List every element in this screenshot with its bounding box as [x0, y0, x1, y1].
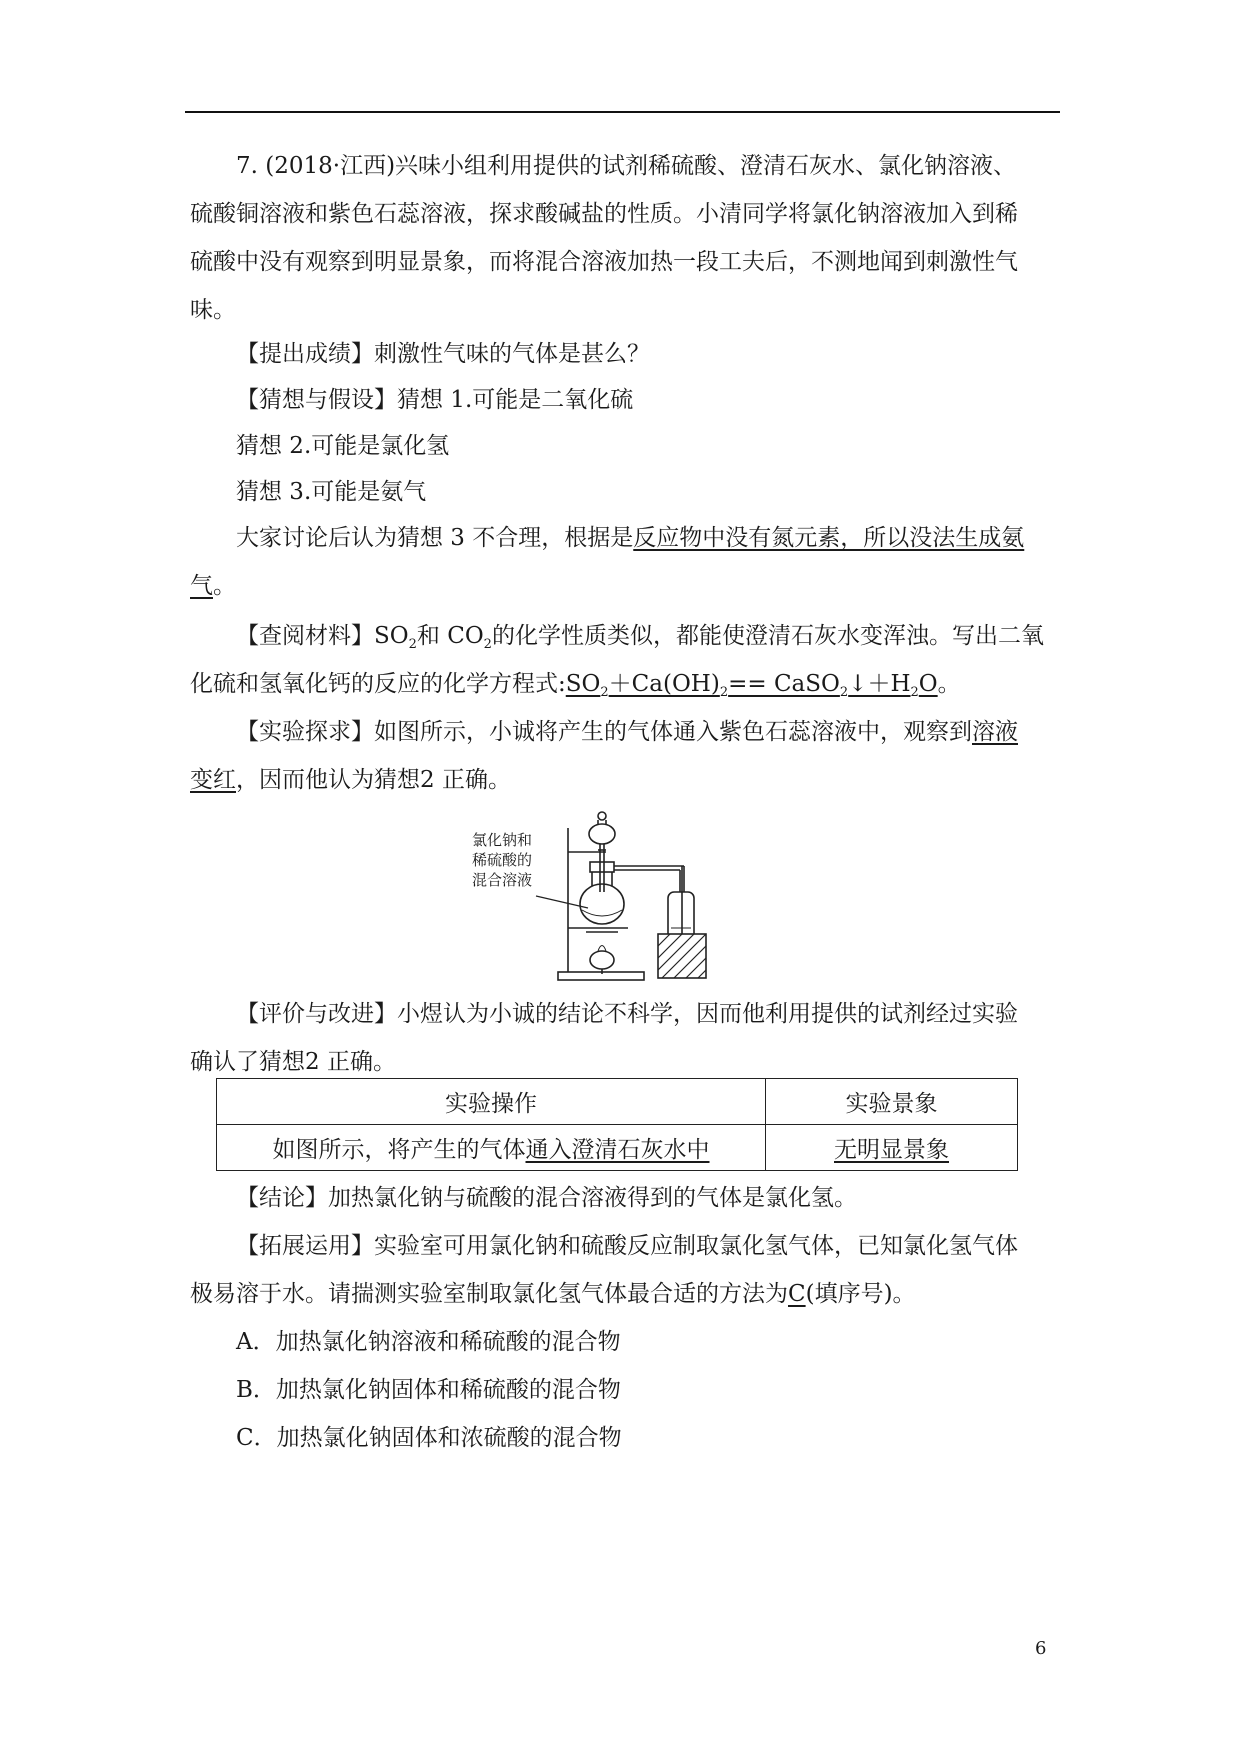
discussion-answer-a: 反应物中没有氮元素，所以没法生成氨	[633, 525, 1025, 551]
figure-labels	[472, 830, 532, 890]
operation-prefix: 如图所示，将产生的气体	[272, 1137, 526, 1163]
discussion-line-1	[236, 514, 1024, 562]
subscript: 2	[910, 685, 919, 700]
materials-suffix: 。	[937, 671, 961, 697]
eq-part: ＋Ca(OH)	[608, 671, 720, 697]
question-line-3: 硫酸中没有观察到明显景象，而将混合溶液加热一段工夫后，不测地闻到刺激性气	[190, 249, 1018, 275]
page-number: 6	[1035, 1638, 1047, 1659]
experiment-answer-b: 变红	[190, 767, 236, 793]
phenomenon-answer: 无明显景象	[834, 1137, 949, 1163]
experiment-line-2	[190, 756, 511, 804]
discussion-answer-b: 气	[190, 573, 213, 599]
materials-text-a: 【查阅材料】SO	[236, 623, 409, 649]
extension-prefix: 极易溶于水。请揣测实验室制取氯化氢气体最合适的方法为	[190, 1281, 788, 1307]
materials-line-1	[236, 612, 1044, 660]
eq-part: SO	[565, 671, 601, 697]
experiment-line-1	[236, 708, 1018, 756]
hypothesis-1: 【猜想与假设】猜想 1.可能是二氧化硫	[236, 387, 634, 413]
cell-operation	[217, 1125, 766, 1171]
hypothesis-3: 猜想 3.可能是氨气	[236, 479, 427, 505]
header-phenomenon: 实验景象	[766, 1079, 1018, 1125]
experiment-prefix: 【实验探求】如图所示，小诚将产生的气体通入紫色石蕊溶液中，观察到	[236, 719, 972, 745]
figure-label-2: 稀硫酸的	[472, 851, 533, 869]
materials-prefix: 化硫和氢氧化钙的反应的化学方程式:	[190, 671, 566, 697]
apparatus-figure	[472, 800, 758, 982]
experiment-table	[216, 1078, 1018, 1171]
table-row	[217, 1125, 1018, 1171]
materials-text-c: 的化学性质类似，都能使澄清石灰水变浑浊。写出二氧	[491, 623, 1044, 649]
option-a: A．加热氯化钠溶液和稀硫酸的混合物	[236, 1329, 621, 1355]
cell-phenomenon	[766, 1125, 1018, 1171]
figure-label-3: 混合溶液	[472, 871, 533, 889]
hypothesis-2: 猜想 2.可能是氯化氢	[236, 433, 450, 459]
extension-line-2	[190, 1270, 916, 1318]
figure-label-1: 氯化钠和	[472, 831, 533, 849]
conclusion: 【结论】加热氯化钠与硫酸的混合溶液得到的气体是氯化氢。	[236, 1185, 857, 1211]
evaluation-line-1: 【评价与改进】小煜认为小诚的结论不科学，因而他利用提供的试剂经过实验	[236, 1001, 1018, 1027]
subscript: 2	[600, 685, 609, 700]
materials-text-b: 和 CO	[416, 623, 484, 649]
subscript: 2	[839, 685, 849, 700]
subscript: 2	[719, 685, 729, 700]
problem-statement: 【提出成绩】刺激性气味的气体是甚么？	[236, 341, 650, 367]
subscript: 2	[408, 637, 417, 652]
table-header-row	[217, 1079, 1018, 1125]
eq-part: ↓＋H	[848, 671, 911, 697]
evaluation-line-2: 确认了猜想2 正确。	[190, 1049, 396, 1075]
option-b: B．加热氯化钠固体和稀硫酸的混合物	[236, 1377, 621, 1403]
option-c: C．加热氯化钠固体和浓硫酸的混合物	[236, 1425, 622, 1451]
extension-suffix: (填序号)。	[805, 1281, 916, 1307]
apparatus-diagram	[528, 800, 758, 982]
eq-part: == CaSO	[728, 671, 840, 697]
chemical-equation	[565, 671, 938, 700]
extension-answer: C	[788, 1281, 806, 1307]
discussion-prefix: 大家讨论后认为猜想 3 不合理，根据是	[236, 525, 634, 551]
materials-line-2	[190, 660, 961, 708]
operation-answer: 通入澄清石灰水中	[525, 1137, 710, 1163]
discussion-line-2	[190, 562, 236, 610]
eq-part: O	[918, 671, 938, 697]
experiment-answer-a: 溶液	[972, 719, 1018, 745]
question-line-4: 味。	[190, 297, 236, 323]
header-operation: 实验操作	[217, 1079, 766, 1125]
subscript: 2	[483, 637, 492, 652]
experiment-suffix: ，因而他认为猜想2 正确。	[236, 767, 511, 793]
question-line-2: 硫酸铜溶液和紫色石蕊溶液，探求酸碱盐的性质。小清同学将氯化钠溶液加入到稀	[190, 201, 1018, 227]
question-line-1: 7. (2018·江西)兴味小组利用提供的试剂稀硫酸、澄清石灰水、氯化钠溶液、	[236, 153, 1017, 179]
extension-line-1: 【拓展运用】实验室可用氯化钠和硫酸反应制取氯化氢气体，已知氯化氢气体	[236, 1233, 1018, 1259]
header-rule	[185, 111, 1060, 113]
discussion-suffix: 。	[213, 573, 236, 599]
